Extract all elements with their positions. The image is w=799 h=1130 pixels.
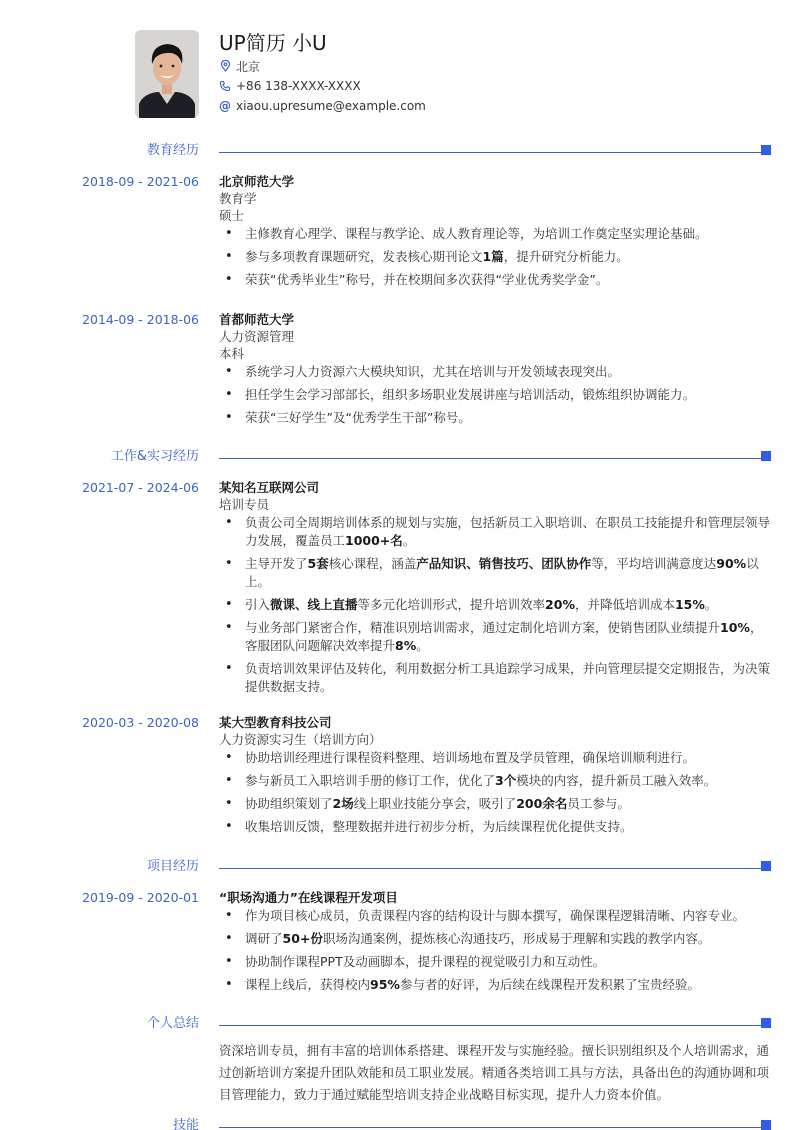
section-divider [219,1025,761,1026]
bullet-list [219,363,771,427]
company-name: 某知名互联网公司 [219,480,320,495]
contact-phone [219,76,426,96]
bullet-item: • 参与新员工入职培训手册的修订工作，优化了3个模块的内容，提升新员工融入效率。 [219,772,771,790]
bullet-list [219,225,771,289]
email-text[interactable]: xiaou.upresume@example.com [236,99,426,113]
bullet-item: • 引入微课、线上直播等多元化培训形式，提升培训效率20%，并降低培训成本15%。 [219,596,771,614]
project-name: “职场沟通力”在线课程开发项目 [219,890,398,905]
bullet-item: • 收集培训反馈，整理数据并进行初步分析，为后续课程优化提供支持。 [219,818,771,836]
section-marker-square [761,861,771,871]
bullet-item: • 协助组织策划了2场线上职业技能分享会，吸引了200余名员工参与。 [219,795,771,813]
contact-info [219,30,426,118]
section-skills-header [0,1116,799,1130]
profile-photo [135,30,199,118]
section-divider [219,458,761,459]
phone-text[interactable]: +86 138-XXXX-XXXX [236,79,361,93]
section-divider [219,1127,761,1128]
map-pin-icon [219,60,231,72]
section-title: 技能 [172,1118,199,1130]
entry-date: 2020-03 - 2020-08 [82,715,199,730]
bullet-list [219,907,771,994]
bullet-item: • 担任学生会学习部部长，组织多场职业发展讲座与培训活动，锻炼组织协调能力。 [219,386,771,404]
bullet-item: • 系统学习人力资源六大模块知识，尤其在培训与开发领域表现突出。 [219,363,771,381]
resume-header [135,30,426,118]
candidate-name: UP简历 小U [219,31,327,55]
bullet-item: • 负责公司全周期培训体系的规划与实施，包括新员工入职培训、在职员工技能提升和管理层领导力发展，覆盖员工1000+名。 [219,514,771,550]
section-marker-square [761,145,771,155]
degree: 本科 [219,346,245,361]
section-marker-square [761,1120,771,1130]
section-divider [219,868,761,869]
section-title: 个人总结 [146,1016,199,1031]
contact-location [219,56,426,76]
at-icon: @ [219,99,231,113]
section-summary-header [0,1014,799,1034]
summary-text: 资深培训专员，拥有丰富的培训体系搭建、课程开发与实施经验。擅长识别组织及个人培训需求，通过创新培训方案提升团队效能和员工职业发展。精通各类培训工具与方法，具备出色的沟通协调和项目管理能力，致力于通过赋能型培训支持企业战略目标实现，提升人力资本价值。 [219,1043,770,1102]
section-projects-header [0,857,799,877]
entry-date: 2019-09 - 2020-01 [82,890,199,905]
bullet-item: • 协助培训经理进行课程资料整理、培训场地布置及学员管理，确保培训顺利进行。 [219,749,771,767]
entry-date: 2021-07 - 2024-06 [82,480,199,495]
contact-email [219,96,426,116]
location-text: 北京 [236,59,261,74]
job-role: 人力资源实习生（培训方向） [219,732,382,747]
degree: 硕士 [219,208,245,223]
phone-icon [219,80,231,92]
school-name: 首都师范大学 [219,312,295,327]
major: 教育学 [219,191,257,206]
section-marker-square [761,451,771,461]
bullet-item: • 参与多项教育课题研究，发表核心期刊论文1篇，提升研究分析能力。 [219,248,771,266]
bullet-item: • 荣获“优秀毕业生”称号，并在校期间多次获得“学业优秀奖学金”。 [219,271,771,289]
major: 人力资源管理 [219,329,295,344]
section-title: 项目经历 [146,859,199,874]
bullet-item: • 调研了50+份职场沟通案例，提炼核心沟通技巧，形成易于理解和实践的教学内容。 [219,930,771,948]
bullet-item: • 课程上线后，获得校内95%参与者的好评，为后续在线课程开发积累了宝贵经验。 [219,976,771,994]
section-work-header [0,447,799,467]
section-divider [219,152,761,153]
section-marker-square [761,1018,771,1028]
bullet-list [219,749,771,836]
entry-date: 2014-09 - 2018-06 [82,312,199,327]
bullet-item: • 荣获“三好学生”及“优秀学生干部”称号。 [219,409,771,427]
bullet-item: • 主导开发了5套核心课程，涵盖产品知识、销售技巧、团队协作等，平均培训满意度达90%以上。 [219,555,771,591]
bullet-item: • 协助制作课程PPT及动画脚本，提升课程的视觉吸引力和互动性。 [219,953,771,971]
school-name: 北京师范大学 [219,174,295,189]
bullet-item: • 作为项目核心成员，负责课程内容的结构设计与脚本撰写，确保课程逻辑清晰、内容专业。 [219,907,771,925]
bullet-item: • 与业务部门紧密合作，精准识别培训需求，通过定制化培训方案，使销售团队业绩提升10%，客服团队问题解决效率提升8%。 [219,619,771,655]
job-role: 培训专员 [219,497,270,512]
bullet-list [219,514,771,696]
section-title: 教育经历 [146,143,199,158]
bullet-item: • 主修教育心理学、课程与教学论、成人教育理论等，为培训工作奠定坚实理论基础。 [219,225,771,243]
company-name: 某大型教育科技公司 [219,715,332,730]
section-title: 工作&实习经历 [110,449,199,464]
entry-date: 2018-09 - 2021-06 [82,174,199,189]
bullet-item: • 负责培训效果评估及转化，利用数据分析工具追踪学习成果，并向管理层提交定期报告，为决策提供数据支持。 [219,660,771,696]
section-education-header [0,141,799,161]
